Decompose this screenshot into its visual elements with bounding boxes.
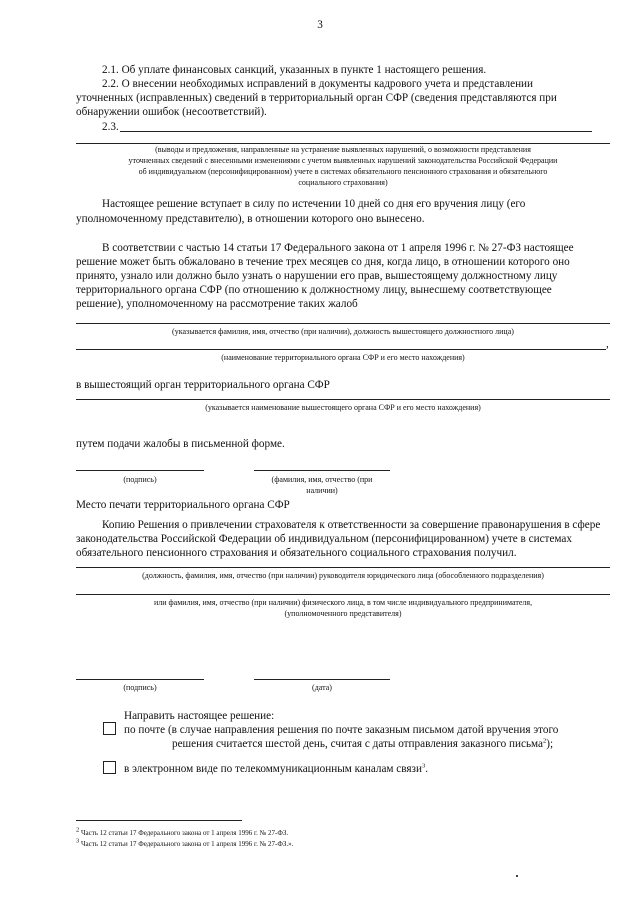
seal-place: Место печати территориального органа СФР [76, 499, 290, 511]
send-electronic-label [124, 762, 610, 776]
send-electronic-checkbox[interactable] [103, 761, 116, 774]
effective-line-b: уполномоченному представителю), в отношении которого оно вынесено. [76, 213, 425, 225]
receipt-person-caption-a: или фамилия, имя, отчество (при наличии) физического лица, в том числе индивидуального предпринимателя, [153, 598, 533, 607]
receipt-line-c: обязательного пенсионного страхования и обязательного социального страхования получил. [76, 547, 517, 559]
footnote-2-mark: 2 [76, 826, 80, 834]
send-mail-label-a: по почте (в случае направления решения по почте заказным письмом датой вручения этого [124, 724, 559, 736]
footnote-3 [76, 837, 610, 849]
appeal-line-c: принято, узнало или должно было узнать о нарушении его прав, вышестоящему должностному лицу [76, 270, 558, 282]
receipt-person-line [76, 594, 610, 595]
item-2-3-caption-c: об индивидуальном (персонифицированном) учете в системах обязательного пенсионного страхования и обязательного [138, 167, 548, 176]
appeal-body-line [76, 349, 606, 350]
footnote-3-text: Часть 12 статьи 17 Федерального закона от 1 апреля 1996 г. № 27-ФЗ.». [79, 840, 294, 848]
appeal-line-d: территориального органа СФР (по отношению к должностному лицу, вынесшему соответствующее [76, 284, 552, 296]
send-mail-label-b [172, 737, 610, 751]
send-title: Направить настоящее решение: [124, 710, 275, 722]
appeal-comma: , [606, 338, 609, 350]
appeal-line-b: решение может быть обжаловано в течение трех месяцев со дня, когда лицо, в отношении которого оно [76, 256, 570, 268]
signature1-sign-caption: (подпись) [123, 475, 157, 484]
signature1-name-caption-b: наличии) [306, 486, 338, 495]
send-mail-label-b-end: ); [546, 738, 554, 750]
item-2-3-caption-a: (выводы и предложения, направленные на устранение выявленных нарушений, о возможности представления [155, 145, 531, 154]
signature1-name-line [254, 470, 390, 471]
signature2-sign-line [76, 679, 204, 680]
signature2-date-line [254, 679, 390, 680]
footnote-2-text: Часть 12 статьи 17 Федерального закона от 1 апреля 1996 г. № 27-ФЗ. [79, 829, 289, 837]
page-number: 3 [317, 19, 323, 31]
receipt-head-line [76, 567, 610, 568]
item-2-2-line-c: обнаружении ошибок (несоответствий). [76, 106, 267, 118]
item-2-2-line-b: уточненных (исправленных) сведений в территориальный орган СФР (сведения представляются при [76, 92, 557, 104]
appeal-higher-body-caption: (указывается наименование вышестоящего органа СФР и его место нахождения) [205, 403, 481, 412]
item-2-3-caption-d: социального страхования) [298, 178, 388, 187]
signature1-name-caption-a: (фамилия, имя, отчество (при [271, 475, 373, 484]
item-2-3-caption-b: уточненных сведений с внесенными изменениями с учетом выявленных нарушений законодательства Российской Федерации [128, 156, 558, 165]
send-electronic-footnote-ref: 3 [421, 762, 426, 770]
item-2-3-fill-line-2 [76, 143, 610, 144]
appeal-official-line [76, 323, 610, 324]
receipt-line-b: законодательства Российской Федерации об индивидуальном (персонифицированном) учете в системах [76, 533, 572, 545]
receipt-head-caption: (должность, фамилия, имя, отчество (при наличии) руководителя юридического лица (обособленного подразделения) [142, 571, 544, 580]
appeal-official-caption: (указывается фамилия, имя, отчество (при наличии), должность вышестоящего должностного лица) [172, 327, 514, 336]
item-2-2-line-a: 2.2. О внесении необходимых исправлений в документы кадрового учета и представлении [102, 78, 534, 90]
receipt-person-caption-b: (уполномоченного представителя) [284, 609, 402, 618]
item-2-3-label: 2.3. [102, 121, 119, 133]
appeal-body-caption: (наименование территориального органа СФР и его место нахождения) [221, 353, 465, 362]
receipt-line-a: Копию Решения о привлечении страхователя к ответственности за совершение правонарушения в сфере [102, 519, 601, 531]
footnote-3-mark: 3 [76, 837, 80, 845]
footnote-separator [76, 820, 242, 821]
appeal-higher-body-line [76, 399, 610, 400]
send-mail-label-b-text: решения считается шестой день, считая с даты отправления заказного письма [172, 738, 544, 750]
appeal-line-a: В соответствии с частью 14 статьи 17 Федерального закона от 1 апреля 1996 г. № 27-ФЗ настоящее [102, 242, 574, 254]
signature2-sign-caption: (подпись) [123, 683, 157, 692]
send-electronic-label-end: . [425, 763, 429, 775]
appeal-line-e: решение), уполномоченному на рассмотрение таких жалоб [76, 298, 358, 310]
signature1-sign-line [76, 470, 204, 471]
send-mail-footnote-ref: 2 [543, 737, 547, 745]
appeal-written-form: путем подачи жалобы в письменной форме. [76, 438, 285, 450]
item-2-3-fill-line [120, 131, 592, 132]
signature2-date-caption: (дата) [312, 683, 332, 692]
appeal-higher-body-text: в вышестоящий орган территориального органа СФР [76, 379, 330, 391]
effective-line-a: Настоящее решение вступает в силу по истечении 10 дней со дня его вручения лицу (его [102, 198, 526, 210]
scan-speck [516, 875, 518, 877]
item-2-1: 2.1. Об уплате финансовых санкций, указанных в пункте 1 настоящего решения. [102, 64, 487, 76]
footnote-2 [76, 826, 610, 838]
send-mail-checkbox[interactable] [103, 722, 116, 735]
send-electronic-label-text: в электронном виде по телекоммуникационным каналам связи [124, 763, 422, 775]
